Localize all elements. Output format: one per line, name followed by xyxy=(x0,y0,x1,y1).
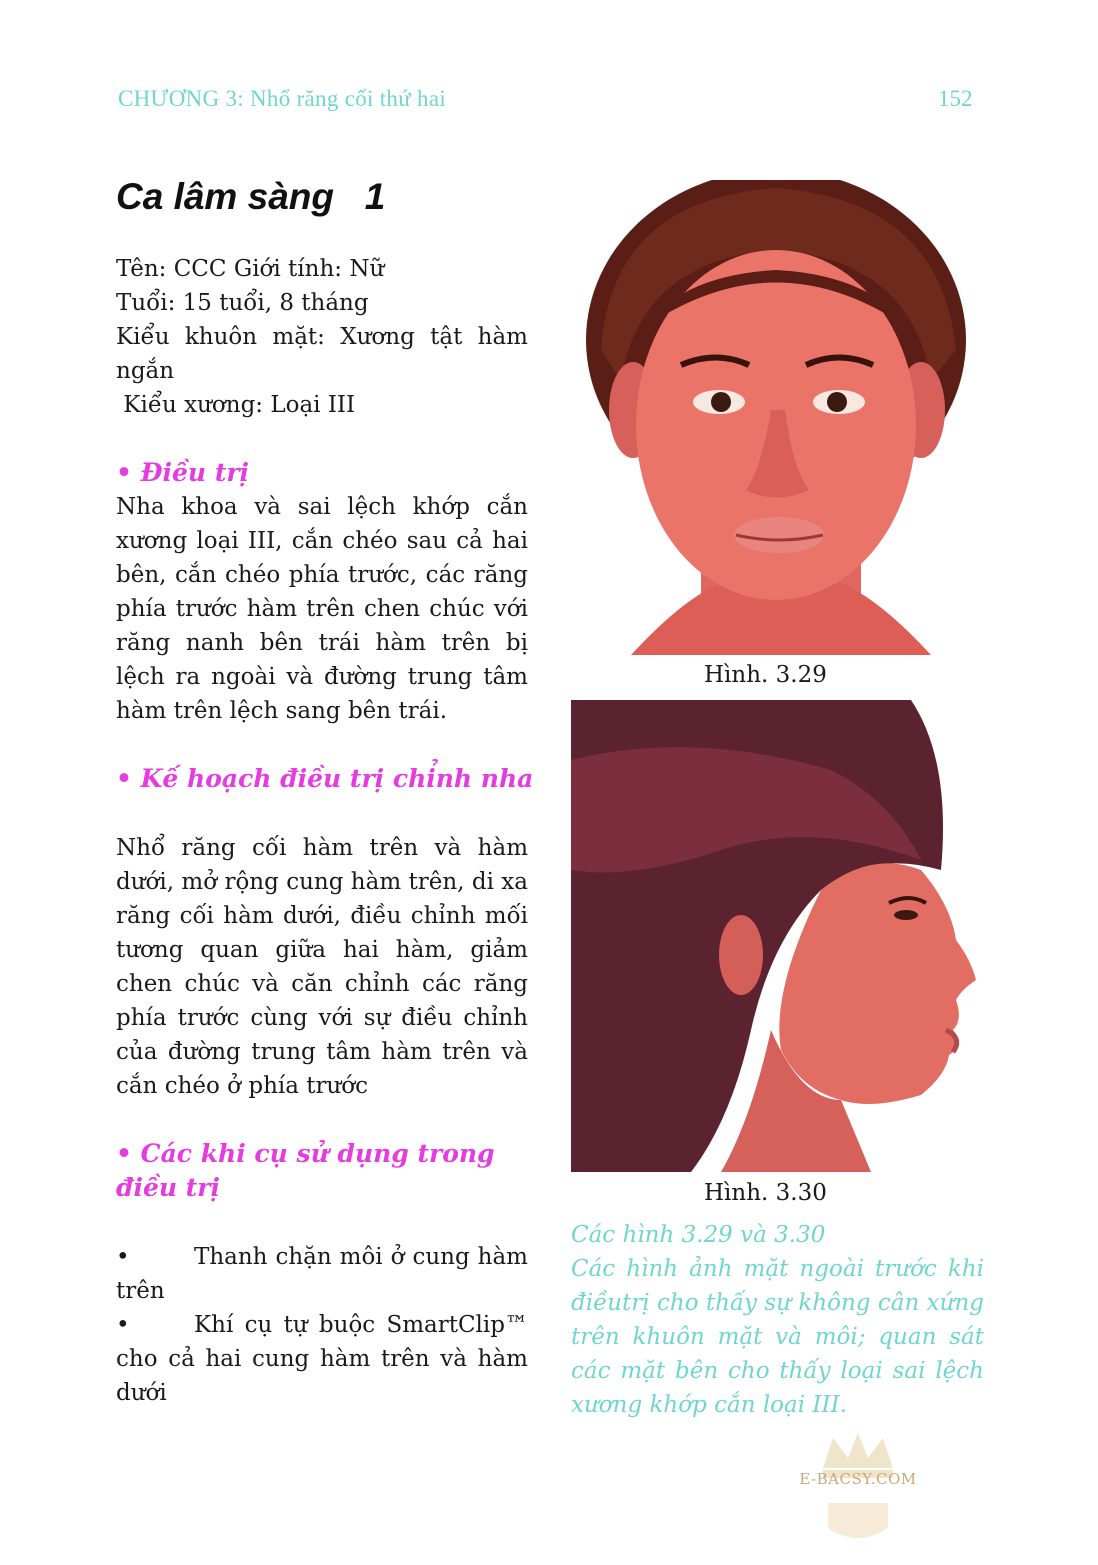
legend-body: Các hình ảnh mặt ngoài trước khi điềutrị cho thấy sự không cân xứng trên khuôn mặt và môi; quan sát các mặt bên cho thấy loại sai lệch xương khớp cắn loại III. xyxy=(571,1256,984,1418)
figure-caption-3-30: Hình. 3.30 xyxy=(704,1180,827,1206)
frontal-face-photo xyxy=(571,180,984,655)
info-name-gender: Tên: CCC Giới tính: Nữ xyxy=(116,256,385,282)
case-title: Ca lâm sàng 1 xyxy=(116,176,386,217)
bullet-icon: • xyxy=(116,1312,130,1338)
figure-caption-3-29: Hình. 3.29 xyxy=(704,662,827,688)
info-face-type: Kiểu khuôn mặt: Xương tật hàm ngắn xyxy=(116,324,528,384)
info-age: Tuổi: 15 tuổi, 8 tháng xyxy=(116,290,369,316)
appliance-text: Thanh chặn môi ở cung hàm trên xyxy=(116,1244,528,1304)
appliance-item xyxy=(116,1240,528,1308)
page-number: 152 xyxy=(938,86,973,111)
appliance-item xyxy=(116,1308,528,1410)
frontal-face-illustration xyxy=(571,180,984,655)
bullet-icon: • xyxy=(116,1244,130,1270)
crown-watermark-icon xyxy=(808,1428,908,1548)
legend-title: Các hình 3.29 và 3.30 xyxy=(571,1222,826,1248)
treatment-heading: • Điều trị xyxy=(116,458,250,487)
treatment-body: Nha khoa và sai lệch khớp cắn xương loại III, cắn chéo sau cả hai bên, cắn chéo phía trước, các răng phía trước hàm trên chen chúc với răng nanh bên trái hàm trên bị lệch ra ngoài và đường trung tâm hàm trên lệch sang bên trái. xyxy=(116,494,528,724)
chapter-header: CHƯƠNG 3: Nhổ răng cối thứ hai xyxy=(118,86,447,111)
watermark-text: E-BACSY.COM xyxy=(799,1470,917,1488)
appliance-text: Khí cụ tự buộc SmartClip™ cho cả hai cung hàm trên và hàm dưới xyxy=(116,1312,528,1406)
profile-face-photo xyxy=(571,700,984,1172)
profile-face-illustration xyxy=(571,700,984,1172)
figure-legend xyxy=(571,1218,984,1422)
appliances-heading: • Các khi cụ sử dụng trong điều trị xyxy=(116,1139,495,1202)
plan-heading: • Kế hoạch điều trị chỉnh nha xyxy=(116,764,534,793)
plan-body: Nhổ răng cối hàm trên và hàm dưới, mở rộng cung hàm trên, di xa răng cối hàm dưới, điều chỉnh mối tương quan giữa hai hàm, giảm chen chúc và căn chỉnh các răng phía trước cùng với sự điều chỉnh của đường trung tâm hàm trên và cắn chéo ở phía trước xyxy=(116,835,528,1099)
patient-info xyxy=(116,252,528,422)
info-skeletal-type: Kiểu xương: Loại III xyxy=(116,392,356,418)
